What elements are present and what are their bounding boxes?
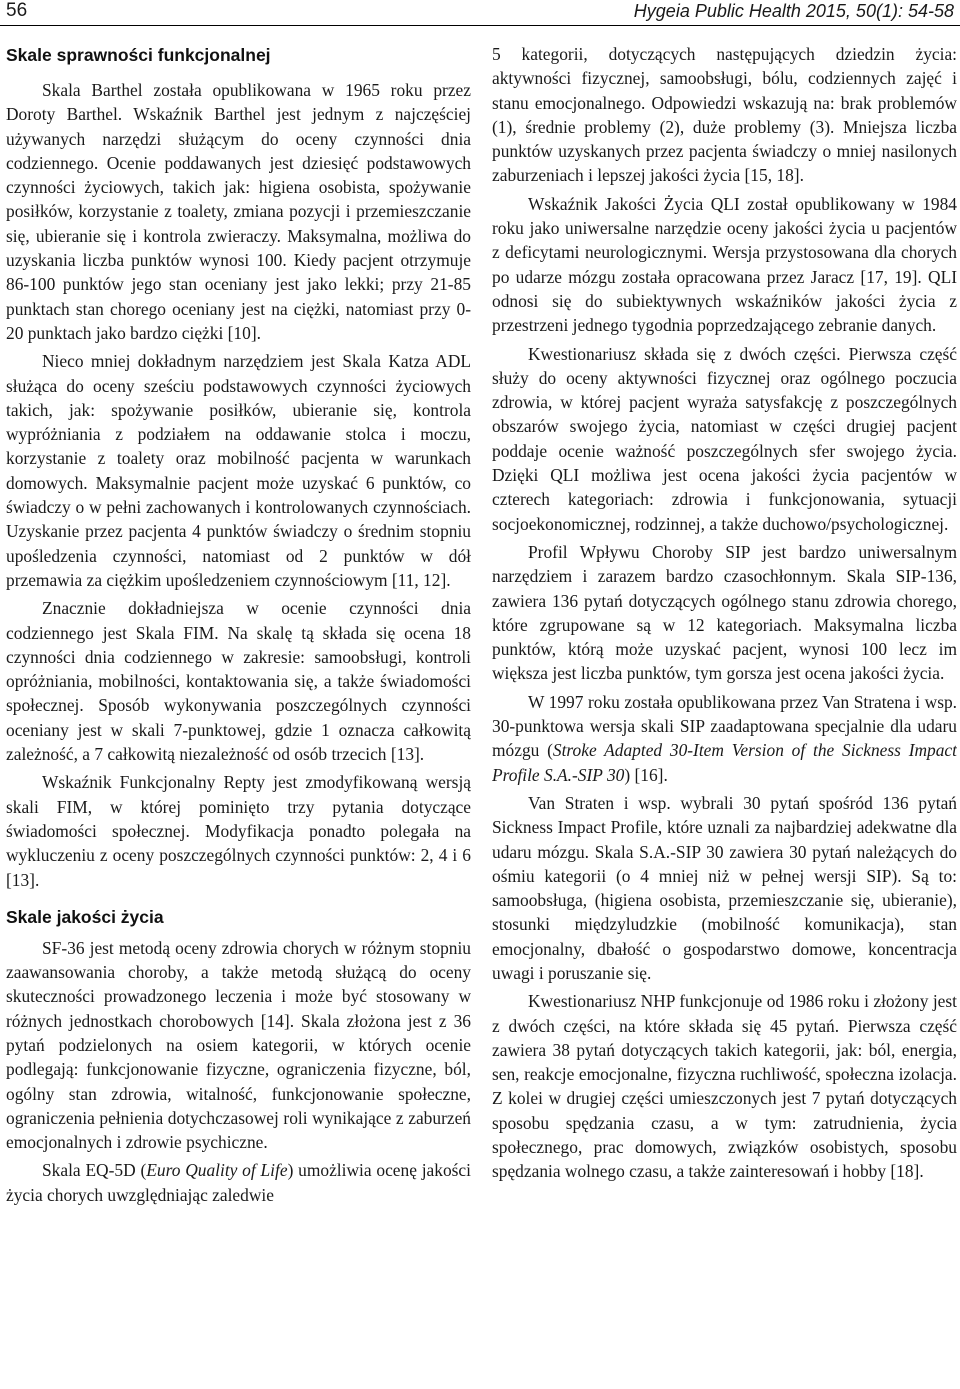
section-heading-functional-scales: Skale sprawności funkcjonalnej [6, 45, 271, 65]
paragraph-van-straten: Van Straten i wsp. wybrali 30 pytań spośród 136 pytań Sickness Impact Profile, które uznali za najbardziej adekwatne dla udaru mózgu. Skala S.A.-SIP 30 zawiera 30 pytań należących do ośmiu kategorii (o 4 mniej niż w pełnej wersji SIP). Są to: samoobsługa, (higiena osobista, przemieszczanie się, ubieranie), stosunki międzyludzkie (mobilność komunikacja), stan emocjonalny, dbałość o gospodarstwo domowe, koncentracja uwagi i poruszanie się. [492, 792, 957, 983]
paragraph-katz: Nieco mniej dokładnym narzędziem jest Skala Katza ADL służąca do oceny sześciu podstawowych czynności życiowych takich, jak: spożywanie posiłków, ubieranie się, kontrola wypróżniania z podziałem na oddawanie stolca i moczu, korzystanie z toalety oraz mobilność pacjenta w warunkach domowych. Maksymalnie pacjent może uzyskać 6 punktów, co świadczy o w pełni zachowanych i kontrolowanych czynnościach. Uzyskanie przez pacjenta 4 punktów świadczy o średnim stopniu upośledzenia czynności, natomiast od 2 punktów w dół przemawia za ciężkim upośledzeniem czynnościowym [11, 12]. [6, 351, 471, 590]
sa-sip-text-end: ) [16]. [624, 764, 668, 785]
eq5d-text-start: Skala EQ-5D ( [42, 1160, 147, 1181]
eq5d-text-end: ) umożliwia ocenę jakości życia chorych uwzględniając zaledwie [6, 1160, 471, 1205]
paragraph-sip: Profil Wpływu Choroby SIP jest bardzo uniwersalnym narzędziem i zarazem bardzo czasochłonnym. Skala SIP-136, zawiera 136 pytań dotyczących ogólnego stanu zdrowia chorego, które zgrupowane są w 12 kategoriach. Maksymalna liczba punktów, którą może uzyskać pacjent, wynosi 100 lecz im większa jest liczba punktów, tym gorsza jest ocena jakości życia. [492, 541, 957, 684]
section-heading-quality-of-life: Skale jakości życia [6, 906, 164, 927]
paragraph-repty: Wskaźnik Funkcjonalny Repty jest zmodyfikowaną wersją skali FIM, w której pominięto trzy pytania dotyczące świadomości społecznej. Modyfikacja ponadto polegała na wykluczeniu z oceny poszczególnych czynności punktów: 2, 4 i 6 [13]. [6, 772, 471, 890]
paragraph-fim: Znacznie dokładniejsza w ocenie czynności dnia codziennego jest Skala FIM. Na skalę tą składa się ocena 18 czynności dnia codziennego w zakresie: samoobsługi, kontroli opróżniania, mobilności, kontaktowania się, a także świadomości społecznej. Sposób wykonywania poszczególnych czynności oceniany jest w skali 7-punktowej, gdzie 1 oznacza całkowitą zależność, a 7 całkowitą niezależność od osób trzecich [13]. [6, 598, 471, 765]
page-number: 56 [6, 0, 28, 21]
paragraph-qli-parts: Kwestionariusz składa się z dwóch części. Pierwsza część służy do oceny aktywności fizycznej oraz ogólnego poczucia zdrowia, w której pacjent wyraża satysfakcję z poszczególnych obszarów swojego życia, natomiast w części drugiej pacjent poddaje ocenie ważność poszczególnych sfer swojego życia. Dzięki QLI możliwa jest ocena jakości życia pacjentów w czterech kategoriach: zdrowia i funkcjonowania, sytuacji socjoekonomicznej, rodzinnej, a także duchowo/psychologicznej. [492, 343, 957, 534]
header-rule [0, 25, 960, 26]
page-header [0, 0, 960, 24]
sa-sip-italic-name: Stroke Adapted 30-Item Version of the Sickness Impact Profile S.A.-SIP 30 [492, 740, 957, 785]
paragraph-eq5d-continued: 5 kategorii, dotyczących następujących dziedzin życia: aktywności fizycznej, samoobsługi, bólu, codziennych zajęć i stanu emocjonalnego. Odpowiedzi wskazują na: brak problemów (1), średnie problemy (2), duże problemy (3). Mniejsza liczba punktów uzyskanych przez pacjenta świadczy o mniej nasilonych zaburzeniach i lepszej jakości życia [15, 18]. [492, 44, 957, 186]
paragraph-sa-sip [492, 690, 957, 787]
left-column [6, 42, 471, 1382]
right-column [492, 42, 957, 1382]
paragraph-sf36: SF-36 jest metodą oceny zdrowia chorych w różnym stopniu zaawansowania choroby, a także metodą służącą do oceny skuteczności prowadzonego leczenia i może być stosowany w różnych jednostkach chorobowych [14]. Skala złożona jest z 36 pytań podzielonych na osiem kategorii, w których ocenie podlegają: funkcjonowanie fizyczne, ograniczenia fizyczne, ból, ogólny stan zdrowia, witalność, funkcjonowanie społeczne, ograniczenia pełnienia dotychczasowej roli wynikające z zaburzeń emocjonalnych i zdrowie psychiczne. [6, 937, 471, 1153]
eq5d-italic-name: Euro Quality of Life [146, 1160, 288, 1181]
paragraph-nhp: Kwestionariusz NHP funkcjonuje od 1986 roku i złożony jest z dwóch części, na które składa się 45 pytań. Pierwsza część zawiera 38 pytań dotyczących takich kategorii, jak: ból, energia, sen, reakcje emocjonalne, fizyczna ruchliwość, społeczna izolacja. Z kolei w drugiej części umieszczonych jest 7 pytań dotyczących sposobu spędzania czasu, a w tym: zatrudnienia, życia społecznego, prac domowych, związków osobistych, sposobu spędzania wolnego czasu, a także zainteresowań i hobby [18]. [492, 991, 957, 1182]
paragraph-barthel: Skala Barthel została opublikowana w 1965 roku przez Doroty Barthel. Wskaźnik Barthel jest jednym z najczęściej używanych narzędzi służącym do oceny czynności dnia codziennego. Ocenie poddawanych jest dziesięć podstawowych czynności życiowych, takich jak: higiena osobista, spożywanie posiłków, korzystanie z toalety, zmiana pozycji i przemieszczanie się, ubieranie się i kontrola zwieraczy. Maksymalna, możliwa do uzyskania liczba punktów wynosi 100. Kiedy pacjent otrzymuje 86-100 punktów jego stan oceniany jest jako lekki; przy 21-85 punktach stan chorego oceniany jest na ciężki, natomiast przy 0-20 punktach jako bardzo ciężki [10]. [6, 80, 471, 343]
paragraph-qli: Wskaźnik Jakości Życia QLI został opublikowany w 1984 roku jako uniwersalne narzędzie oceny jakości życia u pacjentów z deficytami neurologicznymi. Wersja przystosowana dla chorych po udarze mózgu została opracowana przez Jaracz [17, 19]. QLI odnosi się do subiektywnych wskaźników jakości życia z przestrzeni jednego tygodnia poprzedzającego zebranie danych. [492, 193, 957, 336]
journal-citation: Hygeia Public Health 2015, 50(1): 54-58 [633, 1, 954, 21]
sa-sip-text-start: W 1997 roku została opublikowana przez Van Stratena i wsp. 30-punktowa wersja skali SIP zaadaptowana specjalnie dla udaru mózgu ( [492, 691, 957, 761]
paragraph-eq5d [6, 1158, 471, 1207]
